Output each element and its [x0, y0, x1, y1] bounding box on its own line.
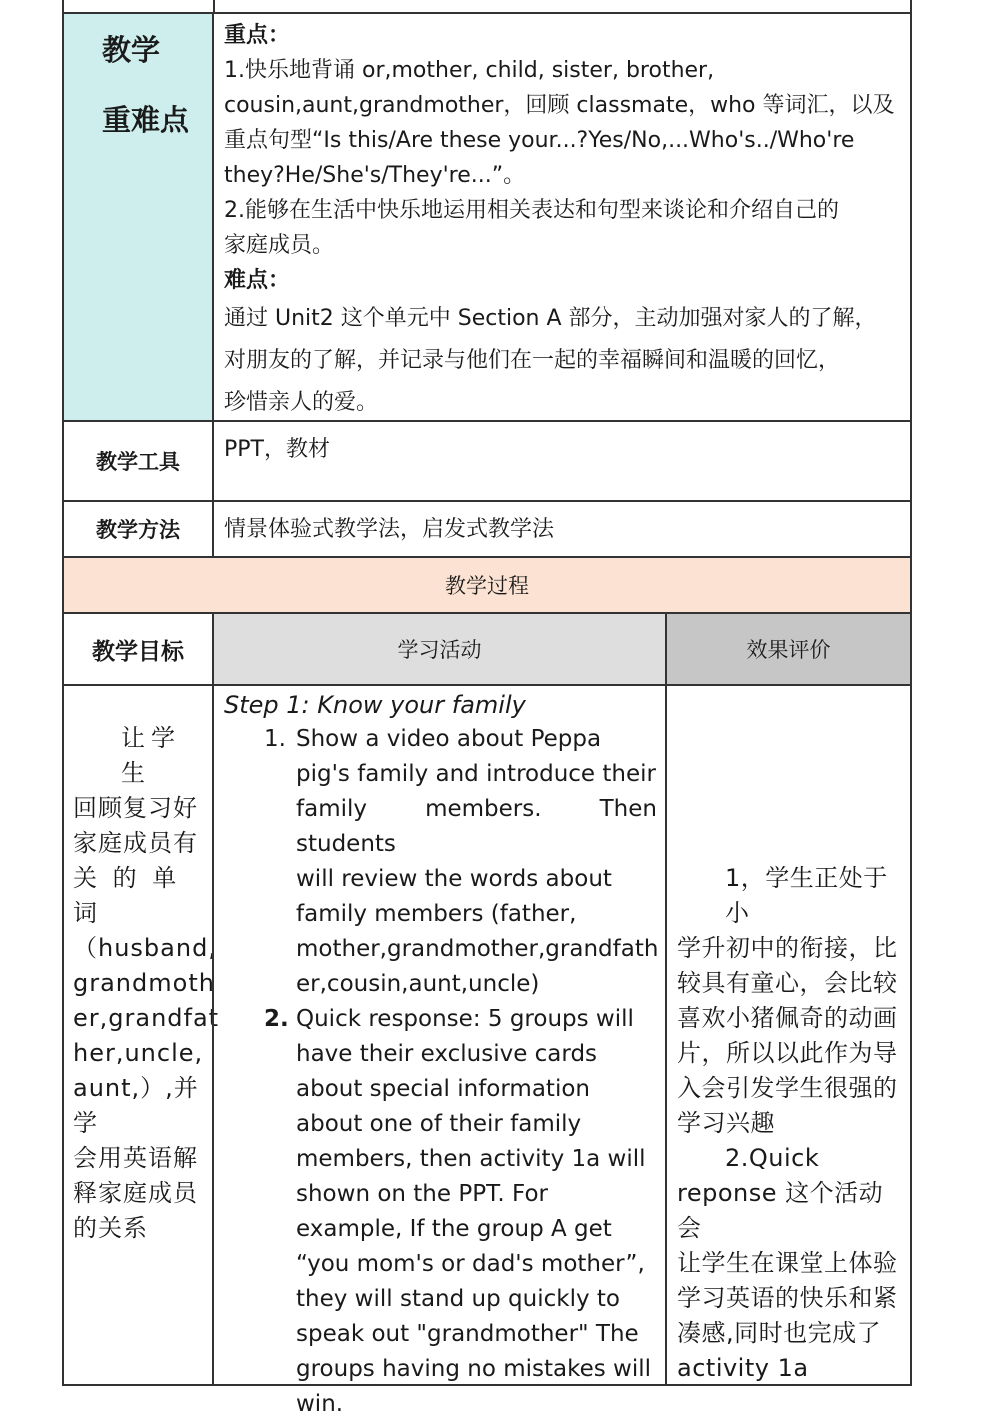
evaluation-line: activity 1a	[677, 1354, 809, 1382]
activity-item-2	[214, 1002, 665, 1422]
evaluation-line: 凑感,同时也完成了	[677, 1319, 882, 1347]
difficulty-heading: 难点：	[224, 268, 291, 293]
goal-line: 家庭成员有	[73, 829, 198, 857]
item-number: 1.	[264, 726, 286, 752]
difficulty-line: 珍惜亲人的爱。	[224, 390, 379, 415]
evaluation-line: 学习兴趣	[677, 1109, 775, 1137]
evaluation-line: 片，所以以此作为导	[677, 1039, 898, 1067]
evaluation-line: 喜欢小猪佩奇的动画	[677, 1004, 898, 1032]
evaluation-line: 入会引发学生很强的	[677, 1074, 898, 1102]
key-line: 2.能够在生活中快乐地运用相关表达和句型来谈论和介绍自己的	[224, 198, 839, 223]
activity-line: family members. Then students	[296, 796, 657, 857]
goal-line: 会用英语解	[73, 1144, 198, 1172]
goal-line: 让学生	[121, 724, 181, 787]
goal-header: 教学目标	[62, 612, 214, 686]
goal-line: （husband,	[73, 934, 217, 962]
activity-line: Quick response: 5 groups will	[296, 1006, 634, 1032]
evaluation-line: 较具有童心，会比较	[677, 969, 898, 997]
goal-line: 释家庭成员	[73, 1179, 198, 1207]
evaluation-cell	[665, 684, 912, 1386]
activity-line: er,cousin,aunt,uncle)	[296, 971, 540, 997]
goal-line: 回顾复习好	[73, 794, 198, 822]
step-title: Step 1: Know your family	[224, 691, 526, 719]
key-heading: 重点：	[224, 23, 291, 48]
activity-line: mother,grandmother,grandfath	[296, 936, 659, 962]
difficulty-label-line2: 重难点	[102, 103, 190, 137]
difficulty-content-cell	[212, 12, 912, 422]
goal-line: her,uncle,	[73, 1039, 204, 1067]
difficulty-label-cell	[62, 12, 214, 422]
goal-line: er,grandfat	[73, 1004, 220, 1032]
activity-line: will review the words about	[296, 866, 612, 892]
activity-line: members, then activity 1a will	[296, 1146, 646, 1172]
methods-content-cell	[212, 500, 912, 558]
item-number: 2.	[264, 1006, 289, 1032]
evaluation-line: 学升初中的衔接，比	[677, 934, 898, 962]
methods-label: 教学方法	[62, 500, 214, 558]
process-header: 教学过程	[62, 556, 912, 614]
activity-line: about one of their family	[296, 1111, 582, 1137]
activity-header: 学习活动	[212, 612, 667, 686]
evaluation-line: 学习英语的快乐和紧	[677, 1284, 898, 1312]
goal-line: 关 的 单 词	[73, 864, 181, 927]
goal-line: aunt,）,并学	[73, 1074, 199, 1137]
activity-line: example, If the group A get	[296, 1216, 612, 1242]
activity-line: groups having no mistakes will	[296, 1356, 652, 1382]
goal-cell	[62, 684, 220, 1386]
evaluation-header: 效果评价	[665, 612, 912, 686]
activity-line: speak out "grandmother" The	[296, 1321, 639, 1347]
difficulty-line: 对朋友的了解，并记录与他们在一起的幸福瞬间和温暖的回忆，	[224, 348, 841, 373]
key-line: they?He/She's/They're...”。	[224, 163, 526, 188]
activity-line: about special information	[296, 1076, 590, 1102]
key-line: 家庭成员。	[224, 233, 335, 258]
evaluation-line: 让学生在课堂上体验	[677, 1249, 898, 1277]
key-line: 重点句型“Is this/Are these your...?Yes/No,...Who's../Who're	[224, 128, 855, 153]
activity-line: win.	[296, 1391, 344, 1417]
tools-label: 教学工具	[62, 420, 214, 502]
goal-line: 的关系	[73, 1214, 148, 1242]
activity-line: shown on the PPT. For	[296, 1181, 548, 1207]
evaluation-line: reponse 这个活动会	[677, 1179, 884, 1242]
activity-cell	[212, 684, 667, 1417]
methods-value: 情景体验式教学法，启发式教学法	[224, 517, 555, 542]
activity-line: Show a video about Peppa	[296, 726, 602, 752]
activity-line: pig's family and introduce their	[296, 761, 656, 787]
tools-value: PPT，教材	[224, 437, 330, 462]
goal-line: grandmoth	[73, 969, 215, 997]
activity-line: have their exclusive cards	[296, 1041, 598, 1067]
evaluation-line: 2.Quick	[725, 1144, 820, 1172]
key-line: 1.快乐地背诵 or,mother, child, sister, brother,	[224, 58, 715, 83]
activity-line: family members (father,	[296, 901, 577, 927]
activity-line: “you mom's or dad's mother”,	[296, 1251, 645, 1277]
goal-text	[73, 721, 220, 1246]
activity-item-1	[214, 722, 665, 1002]
key-line: cousin,aunt,grandmother，回顾 classmate，who 等词汇，以及	[224, 93, 895, 118]
evaluation-line: 1，学生正处于小	[725, 864, 888, 927]
tools-content-cell	[212, 420, 912, 502]
difficulty-label-line1: 教学	[102, 33, 161, 67]
activity-line: they will stand up quickly to	[296, 1286, 620, 1312]
difficulty-line: 通过 Unit2 这个单元中 Section A 部分，主动加强对家人的了解，	[224, 306, 877, 331]
